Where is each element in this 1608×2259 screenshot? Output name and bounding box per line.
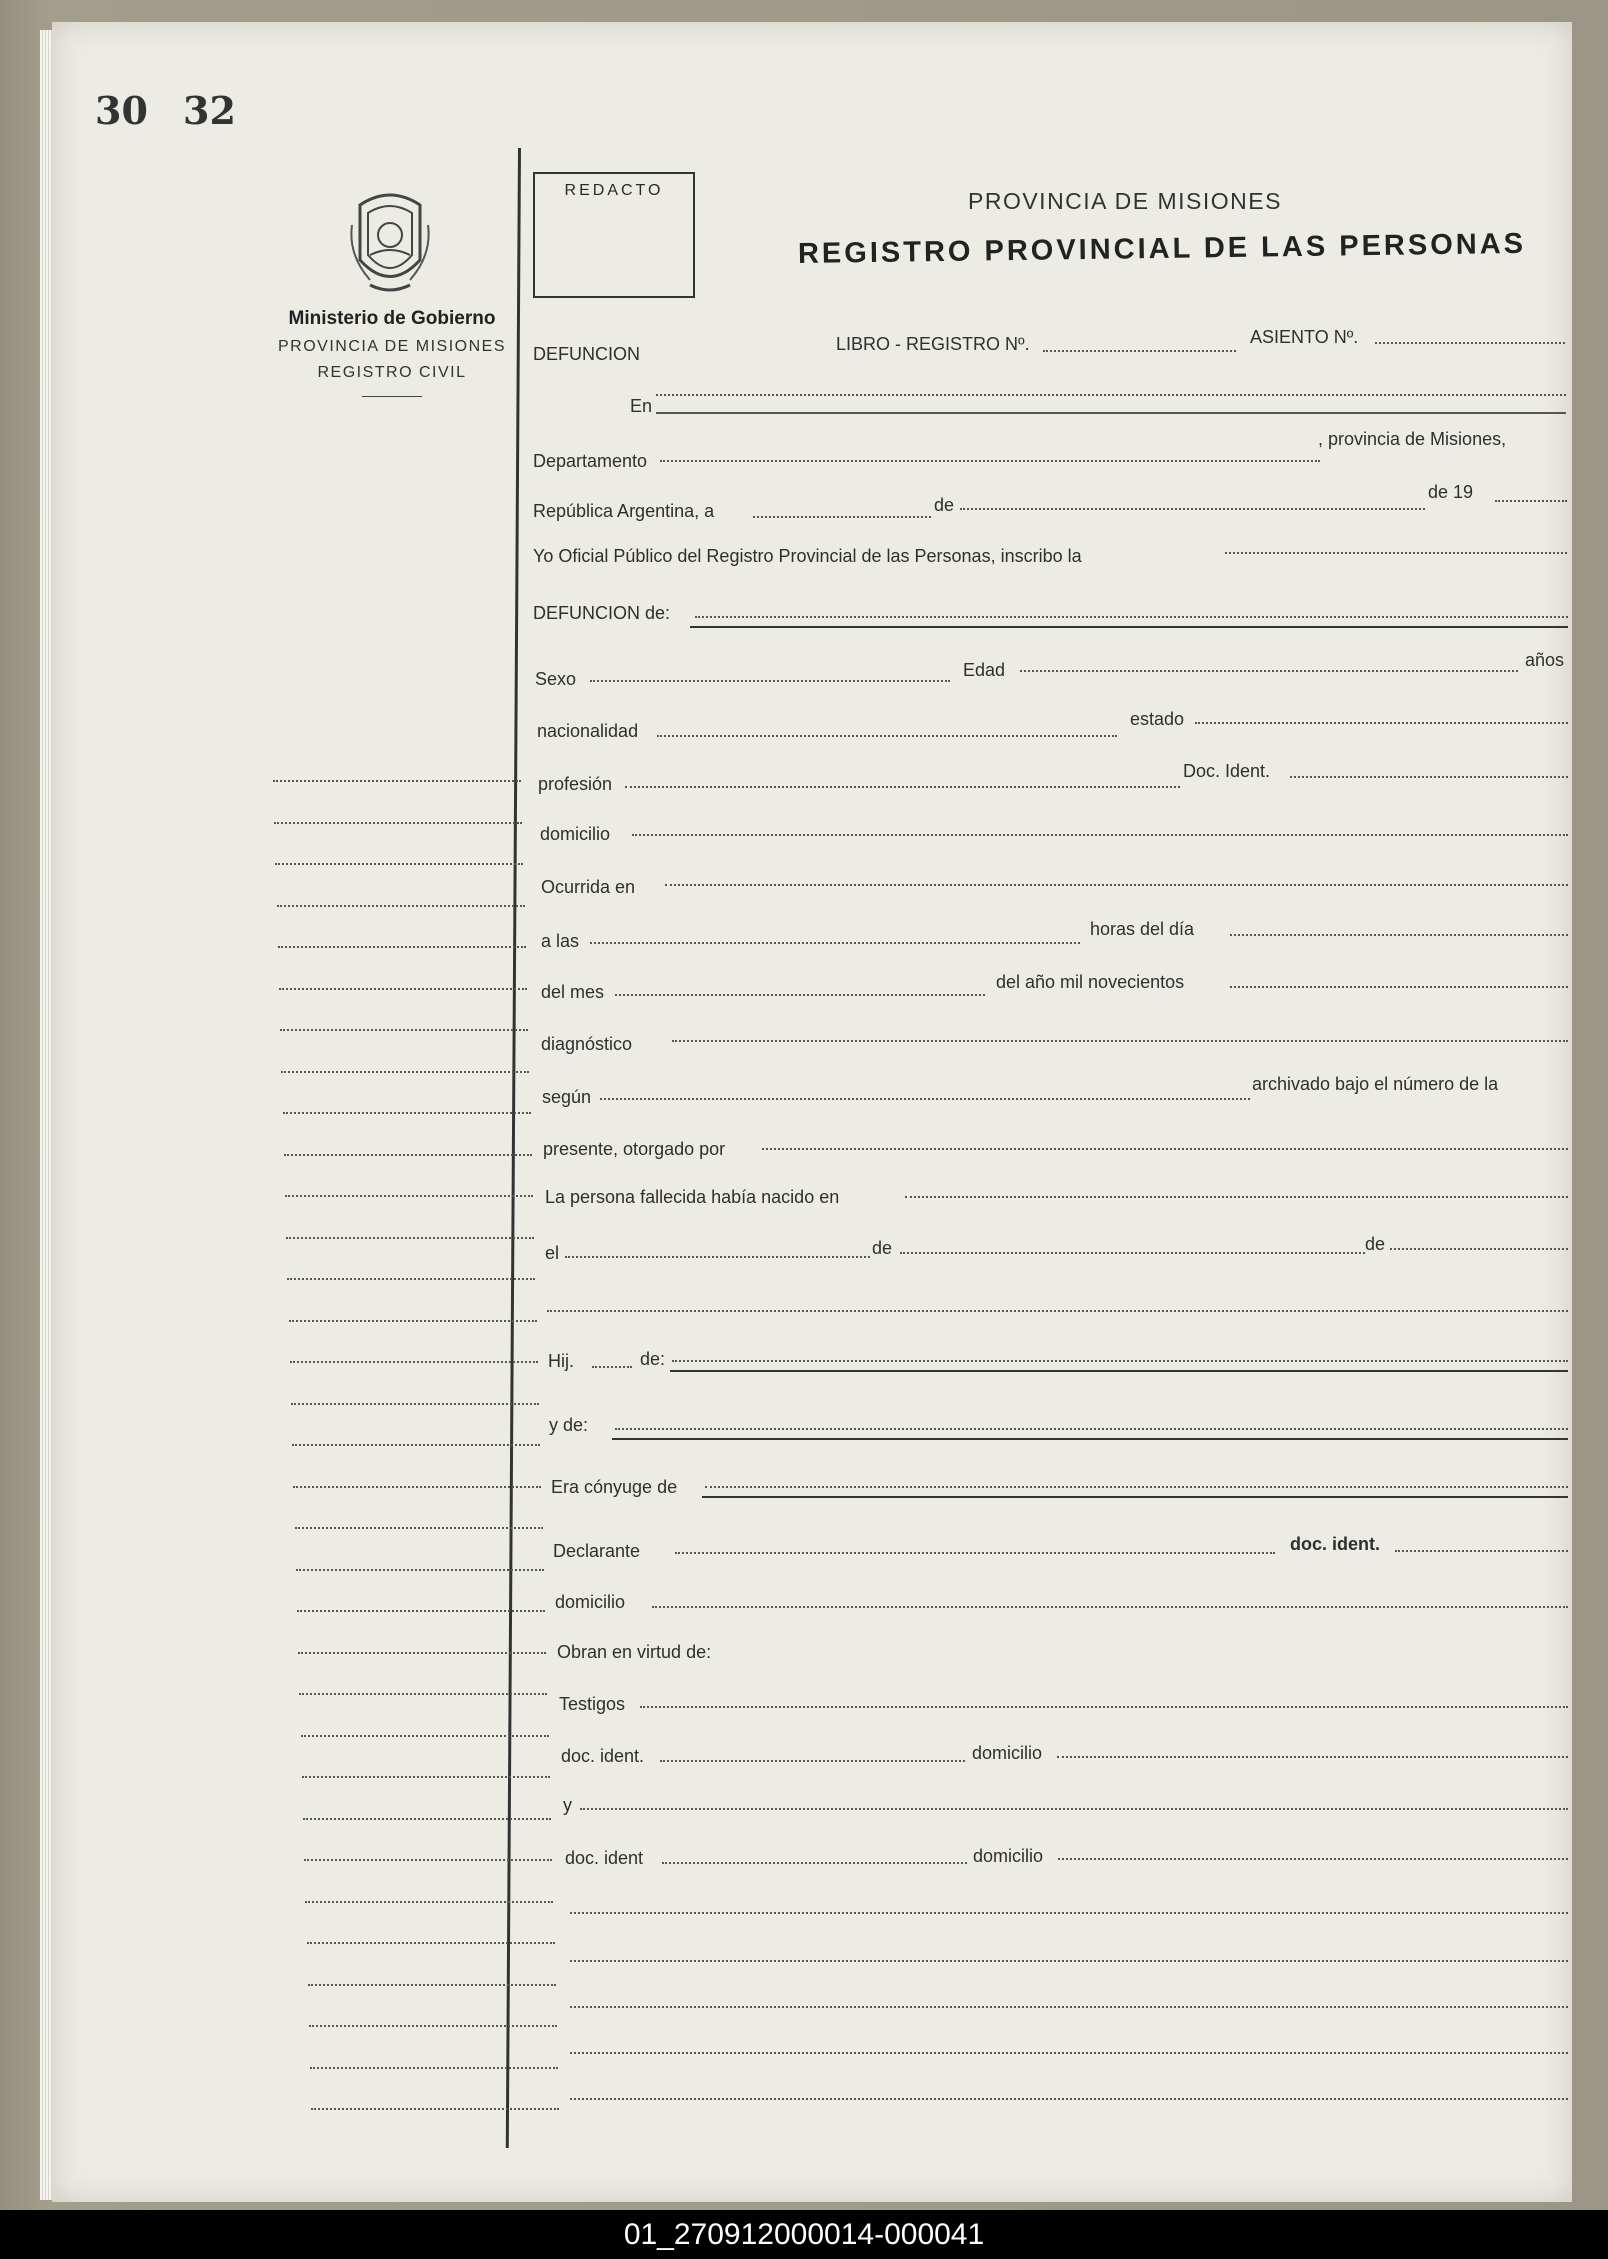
field-en[interactable] [656, 412, 1566, 414]
margin-note-line[interactable] [292, 1444, 540, 1446]
label-domicilio-testigo-2: domicilio [973, 1846, 1044, 1866]
field-madre-1[interactable] [615, 1428, 1568, 1430]
margin-note-line[interactable] [281, 1071, 529, 1073]
field-testigo-2-doc[interactable] [662, 1862, 967, 1864]
margin-note-line[interactable] [297, 1610, 545, 1612]
margin-note-line[interactable] [308, 1984, 556, 1986]
field-nac-dia[interactable] [565, 1256, 870, 1258]
field-hora[interactable] [590, 942, 1080, 944]
label-yo-oficial: Yo Oficial Público del Registro Provincial de las Personas, inscribo la [533, 546, 1082, 566]
field-blank-line[interactable] [547, 1310, 1568, 1312]
label-domicilio-2: domicilio [555, 1592, 626, 1612]
label-doc-ident-caps: Doc. Ident. [1183, 761, 1271, 781]
field-fallecido-2[interactable] [690, 626, 1568, 628]
field-conyuge-1[interactable] [705, 1486, 1568, 1488]
field-inscribo[interactable] [1225, 552, 1567, 554]
field-dia-defuncion[interactable] [1230, 934, 1568, 936]
label-domicilio: domicilio [540, 824, 611, 844]
margin-note-line[interactable] [303, 1818, 551, 1820]
label-anos: años [1525, 650, 1565, 670]
label-obran: Obran en virtud de: [557, 1642, 712, 1662]
label-del-ano: del año mil novecientos [996, 972, 1185, 992]
field-padre-2[interactable] [670, 1370, 1568, 1372]
margin-note-line[interactable] [310, 2067, 558, 2069]
field-fallecido-1[interactable] [695, 616, 1568, 618]
field-observaciones-2[interactable] [570, 1960, 1568, 1962]
field-profesion[interactable] [625, 786, 1180, 788]
field-mes[interactable] [960, 508, 1425, 510]
field-conyuge-2[interactable] [702, 1496, 1568, 1498]
margin-note-line[interactable] [296, 1569, 544, 1571]
field-sexo[interactable] [590, 680, 950, 682]
label-en: En [630, 396, 653, 416]
field-nacido-en[interactable] [905, 1196, 1568, 1198]
redacto-stamp-box [533, 172, 695, 298]
scan-footer: 01_270912000014-000041 [0, 2210, 1608, 2259]
label-doc-ident-2: doc. ident [565, 1848, 644, 1868]
label-diagnostico: diagnóstico [541, 1034, 633, 1054]
folio-number-left: 30 [95, 88, 148, 133]
margin-note-line[interactable] [289, 1320, 537, 1322]
margin-note-line[interactable] [278, 946, 526, 948]
margin-note-line[interactable] [304, 1859, 552, 1861]
margin-note-line[interactable] [291, 1403, 539, 1405]
header-province: PROVINCIA DE MISIONES [968, 188, 1282, 214]
margin-note-line[interactable] [273, 780, 521, 782]
field-testigo-1[interactable] [640, 1706, 1568, 1708]
margin-note-line[interactable] [275, 863, 523, 865]
label-el: el [545, 1243, 560, 1263]
label-defuncion: DEFUNCION [533, 344, 640, 364]
margin-note-line[interactable] [305, 1901, 553, 1903]
field-hij[interactable] [592, 1366, 632, 1368]
margin-note-line[interactable] [302, 1776, 550, 1778]
label-del-mes: del mes [541, 982, 605, 1002]
label-y: y [563, 1795, 572, 1815]
field-asiento[interactable] [1375, 342, 1565, 344]
label-archivado: archivado bajo el número de la [1252, 1074, 1499, 1094]
margin-note-line[interactable] [286, 1237, 534, 1239]
label-libro-registro: LIBRO - REGISTRO Nº. [836, 334, 1030, 354]
field-departamento[interactable] [660, 460, 1320, 462]
field-doc-ident[interactable] [1290, 776, 1568, 778]
field-diagnostico[interactable] [672, 1040, 1568, 1042]
field-declarante-doc[interactable] [1395, 1550, 1568, 1552]
label-departamento: Departamento [533, 451, 648, 471]
margin-note-line[interactable] [298, 1652, 546, 1654]
ministry-rule [362, 396, 422, 397]
field-edad[interactable] [1020, 670, 1518, 672]
label-doc-ident-bold: doc. ident. [1290, 1534, 1380, 1554]
field-nac-ano[interactable] [1390, 1248, 1568, 1250]
field-del-ano[interactable] [1230, 986, 1568, 988]
label-de-19: de 19 [1428, 482, 1474, 502]
margin-note-line[interactable] [301, 1735, 549, 1737]
field-observaciones-5[interactable] [570, 2098, 1568, 2100]
label-conyuge: Era cónyuge de [551, 1477, 678, 1497]
margin-note-line[interactable] [299, 1693, 547, 1695]
field-testigo-1-doc[interactable] [660, 1760, 965, 1762]
margin-note-line[interactable] [290, 1361, 538, 1363]
label-nacido-en: La persona fallecida había nacido en [545, 1187, 840, 1207]
provincial-seal-icon [340, 185, 440, 300]
folio-number-right: 32 [183, 88, 236, 133]
margin-note-line[interactable] [287, 1278, 535, 1280]
margin-note-line[interactable] [279, 988, 527, 990]
ministry-name: Ministerio de Gobierno [288, 308, 496, 329]
field-observaciones-3[interactable] [570, 2006, 1568, 2008]
label-a-las: a las [541, 931, 580, 951]
margin-note-line[interactable] [293, 1486, 541, 1488]
margin-note-line[interactable] [284, 1154, 532, 1156]
field-domicilio[interactable] [632, 834, 1568, 836]
label-testigos: Testigos [559, 1694, 626, 1714]
label-de: de [934, 495, 955, 515]
header-title: REGISTRO PROVINCIAL DE LAS PERSONAS [797, 227, 1527, 270]
field-testigo-1-domicilio[interactable] [1057, 1756, 1568, 1758]
margin-note-line[interactable] [285, 1195, 533, 1197]
margin-note-line[interactable] [309, 2025, 557, 2027]
margin-note-line[interactable] [307, 1942, 555, 1944]
margin-note-line[interactable] [274, 822, 522, 824]
field-dia[interactable] [753, 516, 931, 518]
margin-note-line[interactable] [277, 905, 525, 907]
field-libro-registro[interactable] [1043, 350, 1236, 352]
label-segun: según [542, 1087, 592, 1107]
label-estado: estado [1130, 709, 1185, 729]
label-nacionalidad: nacionalidad [537, 721, 639, 741]
label-domicilio-testigo-1: domicilio [972, 1743, 1043, 1763]
field-testigo-2[interactable] [580, 1808, 1568, 1810]
label-y-de: y de: [549, 1415, 589, 1435]
margin-note-line[interactable] [295, 1527, 543, 1529]
field-declarante[interactable] [675, 1552, 1275, 1554]
field-ocurrida-en[interactable] [665, 884, 1568, 886]
field-estado[interactable] [1195, 722, 1568, 724]
field-ano[interactable] [1495, 500, 1567, 502]
ministry-province: PROVINCIA DE MISIONES [278, 338, 506, 355]
margin-note-line[interactable] [283, 1112, 531, 1114]
label-hij-de: de: [640, 1349, 666, 1369]
label-asiento: ASIENTO Nº. [1250, 327, 1359, 347]
field-otorgado-por[interactable] [762, 1148, 1568, 1150]
label-horas-del-dia: horas del día [1090, 919, 1195, 939]
field-nacionalidad[interactable] [657, 735, 1117, 737]
label-republica: República Argentina, a [533, 501, 715, 521]
field-declarante-domicilio[interactable] [652, 1606, 1568, 1608]
field-observaciones-1[interactable] [570, 1912, 1568, 1914]
field-nac-mes[interactable] [900, 1252, 1365, 1254]
margin-note-line[interactable] [280, 1029, 528, 1031]
label-presente: presente, otorgado por [543, 1139, 726, 1159]
label-provincia-misiones: , provincia de Misiones, [1318, 429, 1507, 449]
field-madre-2[interactable] [612, 1438, 1568, 1440]
field-segun[interactable] [600, 1098, 1250, 1100]
redacto-label: REDACTO [564, 182, 664, 199]
label-declarante: Declarante [553, 1541, 641, 1561]
label-sexo: Sexo [535, 669, 577, 689]
field-observaciones-4[interactable] [570, 2052, 1568, 2054]
ministry-block [262, 308, 522, 397]
label-edad: Edad [963, 660, 1006, 680]
ministry-registry: REGISTRO CIVIL [317, 364, 467, 381]
label-profesion: profesión [538, 774, 613, 794]
label-hij: Hij. [548, 1351, 574, 1371]
label-doc-ident-1: doc. ident. [561, 1746, 645, 1766]
margin-note-line[interactable] [311, 2108, 559, 2110]
label-ocurrida-en: Ocurrida en [541, 877, 636, 897]
field-testigo-2-domicilio[interactable] [1058, 1858, 1568, 1860]
field-en-upper[interactable] [656, 394, 1566, 396]
field-padre-1[interactable] [672, 1360, 1568, 1362]
label-defuncion-de: DEFUNCION de: [533, 603, 671, 623]
label-nac-de-1: de [872, 1238, 893, 1258]
label-nac-de-2: de [1365, 1234, 1386, 1254]
field-del-mes[interactable] [615, 994, 985, 996]
